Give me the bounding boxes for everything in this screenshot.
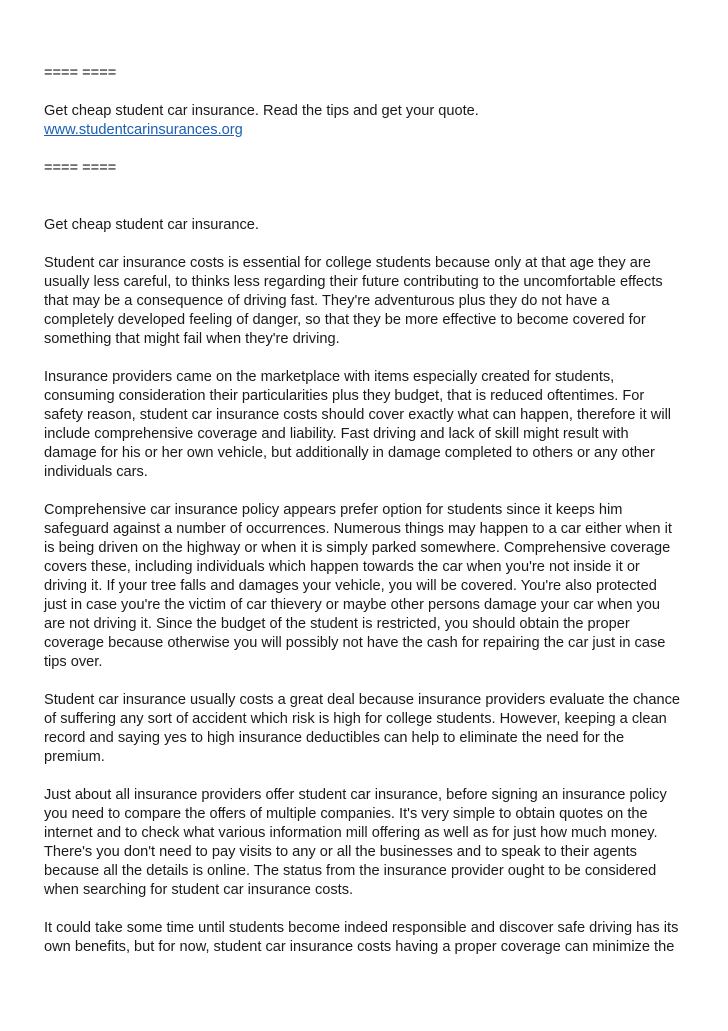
separator-top: ==== ==== [44,65,117,81]
paragraph-line: own benefits, but for now, student car insurance costs having a proper coverage can minimize the [44,939,675,955]
paragraph-line: that may be a consequence of driving fast. They're adventurous plus they do not have a [44,293,610,309]
paragraph-line: safety reason, student car insurance costs should cover exactly what can happen, therefore it will [44,407,672,423]
document-page [44,64,694,976]
paragraph-line: Comprehensive car insurance policy appears prefer option for students since it keeps him [44,502,623,518]
paragraph-3 [44,501,694,672]
paragraph-line: premium. [44,749,105,765]
paragraph-line: damage for his or her own vehicle, but additionally in damage completed to others or any other [44,445,655,461]
paragraph-line: you need to compare the offers of multiple companies. It's very simple to obtain quotes on the [44,806,648,822]
paragraph-line: because all the details is online. The status from the insurance provider ought to be considered [44,863,657,879]
paragraph-line: Just about all insurance providers offer student car insurance, before signing an insurance policy [44,787,667,803]
paragraph-line: tips over. [44,654,103,670]
paragraph-line: It could take some time until students become indeed responsible and discover safe driving has its [44,920,679,936]
promo-link[interactable]: www.studentcarinsurances.org [44,122,243,138]
article-title: Get cheap student car insurance. [44,217,259,233]
paragraph-line: consuming consideration their particularities plus they budget, that is reduced oftentimes. For [44,388,645,404]
paragraph-line: completely developed feeling of danger, so that they be more effective to become covered for [44,312,646,328]
paragraph-line: just in case you're the victim of car thievery or maybe other persons damage your car when you [44,597,661,613]
paragraph-4 [44,691,694,767]
paragraph-line: of suffering any sort of accident which risk is high for college students. However, keeping a clean [44,711,667,727]
paragraph-6 [44,919,694,957]
paragraph-line: something that might fail when they're driving. [44,331,340,347]
paragraph-line: There's you don't need to pay visits to any or all the businesses and to speak to their agents [44,844,637,860]
paragraph-line: individuals cars. [44,464,148,480]
paragraph-line: safeguard against a number of occurrences. Numerous things may happen to a car either when it [44,521,672,537]
promo-block [44,102,694,140]
paragraph-5 [44,786,694,900]
separator-bottom: ==== ==== [44,160,117,176]
paragraph-line: driving it. If your tree falls and damages your vehicle, you will be covered. You're also protected [44,578,657,594]
paragraph-line: is being driven on the highway or when it is simply parked somewhere. Comprehensive coverage [44,540,671,556]
paragraph-line: include comprehensive coverage and liability. Fast driving and lack of skill might result with [44,426,629,442]
promo-text: Get cheap student car insurance. Read the tips and get your quote. [44,103,479,119]
paragraph-line: when searching for student car insurance costs. [44,882,354,898]
paragraph-line: coverage because otherwise you will possibly not have the cash for repairing the car just in case [44,635,666,651]
spacer [44,178,694,216]
paragraph-line: usually less careful, to thinks less regarding their future contributing to the uncomfortable effects [44,274,663,290]
paragraph-line: record and saying yes to high insurance deductibles can help to eliminate the need for the [44,730,625,746]
paragraph-1 [44,254,694,349]
paragraph-line: covers these, including individuals which happen towards the car when you're not inside it or [44,559,640,575]
paragraph-line: Student car insurance usually costs a great deal because insurance providers evaluate the chance [44,692,681,708]
paragraph-line: internet and to check what various information mill offering as well as for just how much money. [44,825,658,841]
paragraph-line: Student car insurance costs is essential for college students because only at that age they are [44,255,651,271]
paragraph-line: Insurance providers came on the marketplace with items especially created for students, [44,369,615,385]
paragraph-line: are not driving it. Since the budget of the student is restricted, you should obtain the proper [44,616,630,632]
paragraph-2 [44,368,694,482]
